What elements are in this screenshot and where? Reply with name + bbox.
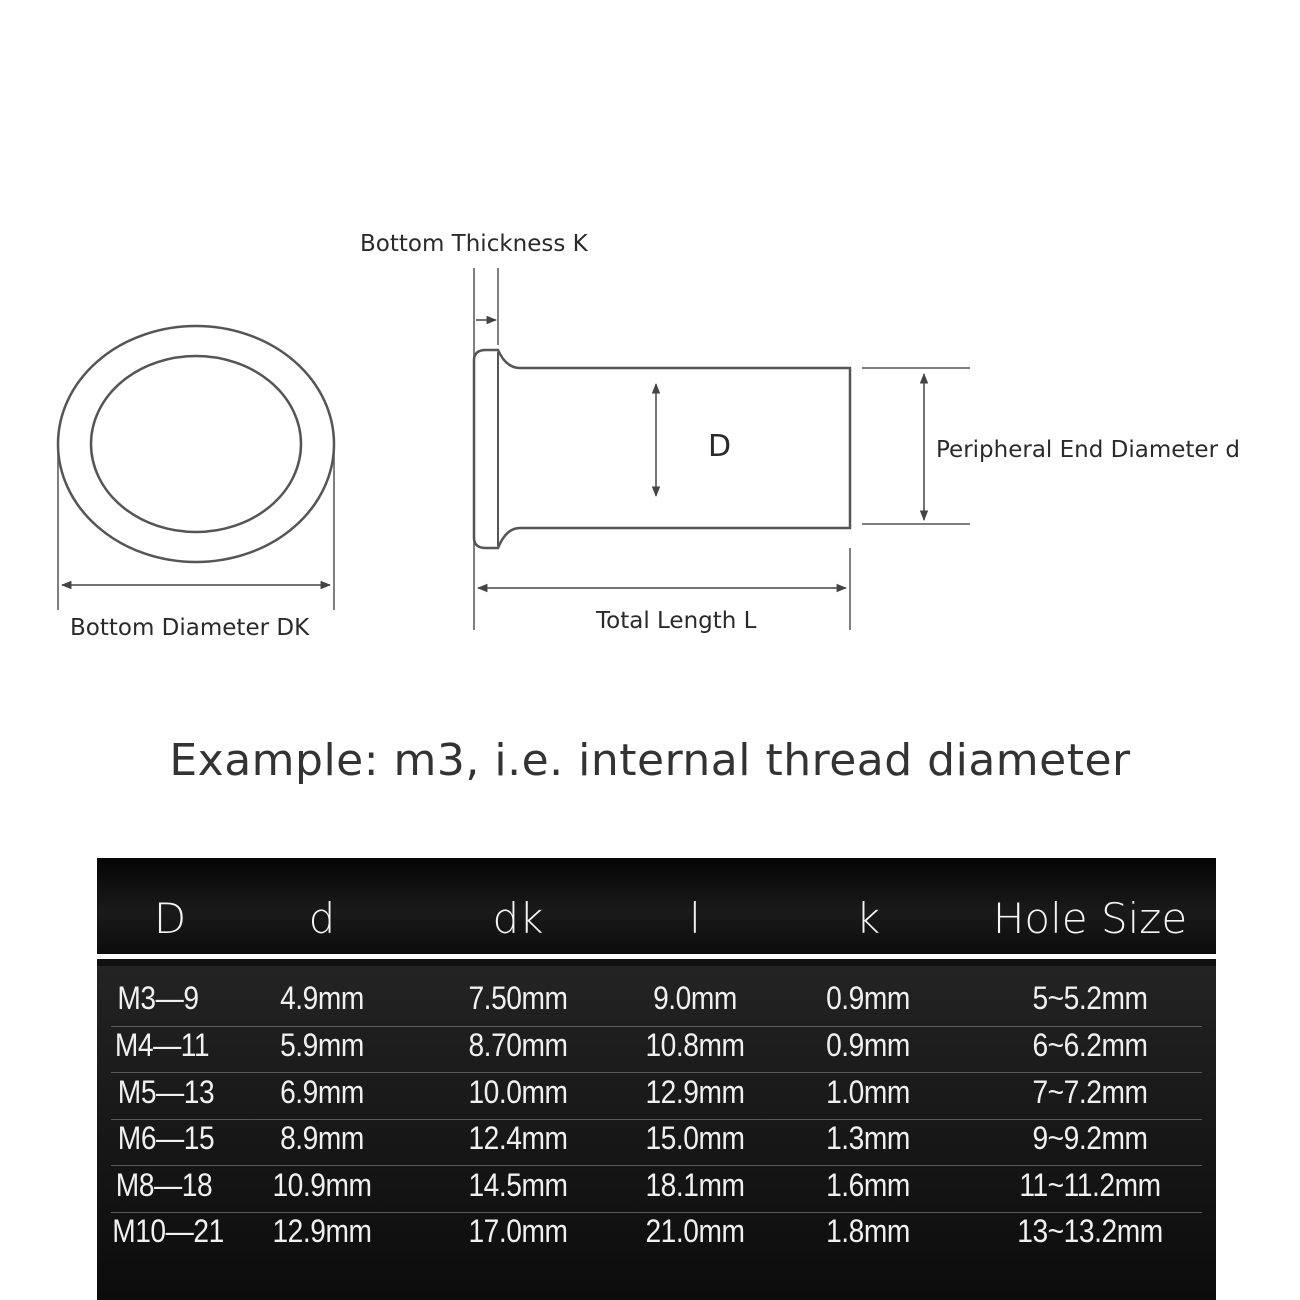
cell-D: M5—13 [117, 1074, 215, 1110]
header-cell-hole-size: Hole Size [992, 894, 1188, 943]
cell-l: 18.1mm [645, 1167, 745, 1203]
bottom-diameter-label: Bottom Diameter DK [70, 615, 310, 641]
table-row [97, 1167, 1216, 1213]
header-cell-D: D [153, 894, 187, 943]
cell-d: 6.9mm [280, 1074, 364, 1110]
table-row [97, 1027, 1216, 1073]
cell-d: 8.9mm [280, 1120, 364, 1156]
peripheral-diameter-label: Peripheral End Diameter d [936, 437, 1240, 463]
flange-outer-ring [58, 326, 334, 562]
cell-D: M4—11 [114, 1027, 210, 1063]
cell-d: 10.9mm [272, 1167, 372, 1203]
cell-hole-size: 6~6.2mm [1032, 1027, 1148, 1063]
cell-dk: 8.70mm [468, 1027, 568, 1063]
rivet-profile [474, 350, 850, 548]
cell-hole-size: 7~7.2mm [1032, 1074, 1148, 1110]
cell-d: 4.9mm [280, 980, 364, 1016]
top-view [58, 326, 334, 610]
cell-D: M3—9 [117, 980, 199, 1016]
bottom-thickness-label: Bottom Thickness K [360, 231, 588, 257]
total-length-label: Total Length L [596, 608, 757, 634]
table-row [97, 1213, 1216, 1259]
cell-D: M6—15 [117, 1120, 215, 1156]
cell-k: 1.0mm [826, 1074, 910, 1110]
cell-k: 1.6mm [826, 1167, 910, 1203]
cell-k: 1.3mm [826, 1120, 910, 1156]
cell-k: 0.9mm [826, 980, 910, 1016]
header-cell-d: d [308, 894, 336, 943]
cell-dk: 14.5mm [468, 1167, 568, 1203]
table-row [97, 1074, 1216, 1120]
header-cell-k: k [855, 894, 881, 943]
cell-l: 10.8mm [645, 1027, 745, 1063]
cell-d: 5.9mm [280, 1027, 364, 1063]
flange-inner-ring [91, 356, 301, 532]
cell-D: M10—21 [112, 1213, 224, 1249]
cell-D: M8—18 [115, 1167, 213, 1203]
cell-l: 15.0mm [645, 1120, 745, 1156]
cell-hole-size: 13~13.2mm [1017, 1213, 1163, 1249]
row-divider [111, 1072, 1202, 1073]
cell-hole-size: 5~5.2mm [1032, 980, 1148, 1016]
table-header [97, 858, 1216, 955]
cell-l: 9.0mm [653, 980, 737, 1016]
example-caption: Example: m3, i.e. internal thread diameter [169, 735, 1131, 786]
cell-dk: 7.50mm [468, 980, 568, 1016]
spec-table [97, 858, 1216, 1300]
cell-dk: 12.4mm [468, 1120, 568, 1156]
table-body [97, 966, 1216, 1300]
cell-hole-size: 9~9.2mm [1032, 1120, 1148, 1156]
cell-hole-size: 11~11.2mm [1019, 1167, 1161, 1203]
cell-l: 21.0mm [645, 1213, 745, 1249]
row-divider [111, 1165, 1202, 1166]
cell-dk: 17.0mm [468, 1213, 568, 1249]
cell-dk: 10.0mm [468, 1074, 568, 1110]
cell-k: 0.9mm [826, 1027, 910, 1063]
cell-l: 12.9mm [645, 1074, 745, 1110]
table-row [97, 1120, 1216, 1166]
cell-k: 1.8mm [826, 1213, 910, 1249]
table-row [97, 980, 1216, 1026]
cell-d: 12.9mm [272, 1213, 372, 1249]
header-cell-dk: dk [492, 894, 544, 943]
header-cell-l: l [689, 894, 701, 943]
inner-diameter-label: D [708, 429, 732, 464]
